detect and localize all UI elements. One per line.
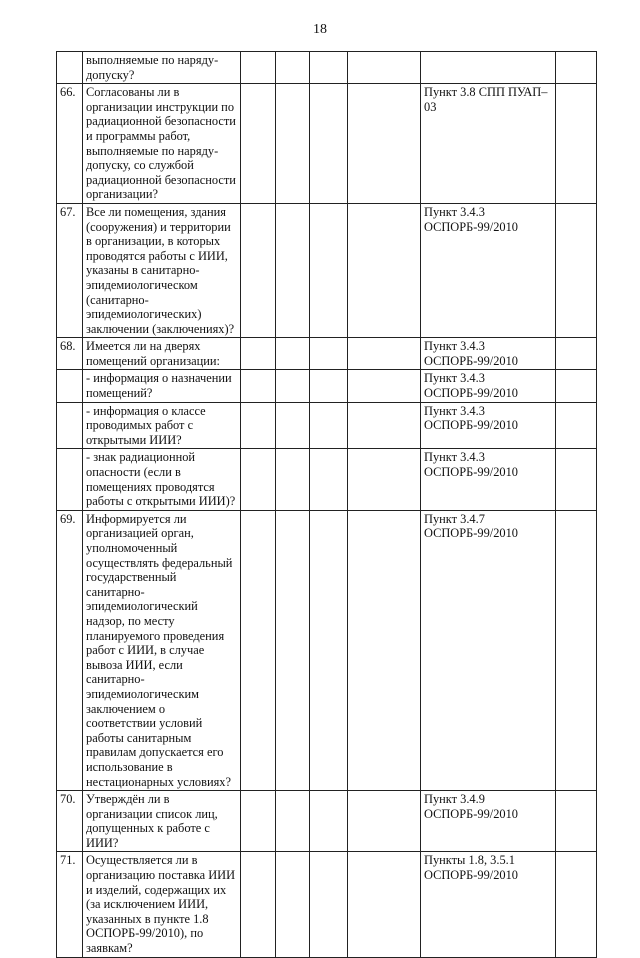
answer-no-cell [276,449,310,510]
item-number: 69. [57,510,83,790]
answer-yes-cell [241,52,276,84]
table-row [57,52,597,84]
reference-cell: Пункт 3.4.7 ОСПОРБ-99/2010 [421,510,556,790]
item-number: 66. [57,84,83,204]
note-cell [556,370,597,402]
table-row [57,402,597,449]
answer-na-cell [310,402,348,449]
answer-no-cell [276,402,310,449]
table-row [57,791,597,852]
item-number [57,449,83,510]
answer-yes-cell [241,791,276,852]
table-row [57,84,597,204]
note-cell [556,402,597,449]
reference-cell: Пункт 3.4.3 ОСПОРБ-99/2010 [421,203,556,337]
answer-no-cell [276,370,310,402]
reference-cell: Пункт 3.4.9 ОСПОРБ-99/2010 [421,791,556,852]
answer-no-cell [276,203,310,337]
reference-cell: Пункт 3.4.3 ОСПОРБ-99/2010 [421,338,556,370]
item-number: 70. [57,791,83,852]
reference-cell: Пункт 3.8 СПП ПУАП–03 [421,84,556,204]
answer-na-cell [310,449,348,510]
answer-empty-cell [348,84,421,204]
item-number [57,402,83,449]
answer-no-cell [276,52,310,84]
answer-na-cell [310,203,348,337]
answer-empty-cell [348,203,421,337]
answer-na-cell [310,84,348,204]
item-number [57,370,83,402]
table-row [57,370,597,402]
note-cell [556,52,597,84]
answer-no-cell [276,791,310,852]
answer-yes-cell [241,203,276,337]
answer-yes-cell [241,402,276,449]
note-cell [556,84,597,204]
answer-yes-cell [241,510,276,790]
question-text: Имеется ли на дверях помещений организации: [83,338,241,370]
note-cell [556,791,597,852]
reference-cell: Пункты 1.8, 3.5.1 ОСПОРБ-99/2010 [421,852,556,957]
table-row [57,338,597,370]
item-number: 67. [57,203,83,337]
reference-cell: Пункт 3.4.3 ОСПОРБ-99/2010 [421,402,556,449]
answer-na-cell [310,52,348,84]
question-text: Информируется ли организацией орган, уполномоченный осуществлять федеральный государственный санитарно-эпидемиологический надзор, по месту планируемого проведения работ с ИИИ, в случае вывоза ИИИ, если санитарно-эпидемиологическим заключением о соответствии условий работы санитарным правилам допускается его использование в нестационарных условиях? [83,510,241,790]
answer-empty-cell [348,370,421,402]
answer-empty-cell [348,510,421,790]
answer-na-cell [310,370,348,402]
page-number: 18 [313,22,327,37]
answer-empty-cell [348,338,421,370]
table-row [57,203,597,337]
note-cell [556,510,597,790]
reference-cell: Пункт 3.4.3 ОСПОРБ-99/2010 [421,449,556,510]
answer-empty-cell [348,791,421,852]
answer-empty-cell [348,52,421,84]
table-row [57,449,597,510]
answer-no-cell [276,338,310,370]
checklist-table [56,51,597,958]
item-number [57,52,83,84]
question-text: Осуществляется ли в организацию поставка ИИИ и изделий, содержащих их (за исключением ИИИ, указанных в пункте 1.8 ОСПОРБ-99/2010), по заявкам? [83,852,241,957]
answer-na-cell [310,338,348,370]
answer-empty-cell [348,449,421,510]
note-cell [556,449,597,510]
answer-empty-cell [348,402,421,449]
question-text: - знак радиационной опасности (если в помещениях проводятся работы с открытыми ИИИ)? [83,449,241,510]
answer-yes-cell [241,449,276,510]
item-number: 68. [57,338,83,370]
question-text: Согласованы ли в организации инструкции по радиационной безопасности и программы работ, выполняемые по наряду-допуску, со службой радиационной безопасности организации? [83,84,241,204]
answer-na-cell [310,791,348,852]
answer-no-cell [276,84,310,204]
question-text: - информация о классе проводимых работ с открытыми ИИИ? [83,402,241,449]
question-text: выполняемые по наряду-допуску? [83,52,241,84]
answer-yes-cell [241,84,276,204]
question-text: Утверждён ли в организации список лиц, допущенных к работе с ИИИ? [83,791,241,852]
answer-yes-cell [241,370,276,402]
reference-cell [421,52,556,84]
item-number: 71. [57,852,83,957]
table-row [57,510,597,790]
note-cell [556,203,597,337]
question-text: Все ли помещения, здания (сооружения) и территории в организации, в которых проводятся работы с ИИИ, указаны в санитарно-эпидемиологическом (санитарно-эпидемиологических) заключении (заключениях)? [83,203,241,337]
question-text: - информация о назначении помещений? [83,370,241,402]
note-cell [556,338,597,370]
answer-no-cell [276,510,310,790]
answer-na-cell [310,510,348,790]
answer-yes-cell [241,338,276,370]
reference-cell: Пункт 3.4.3 ОСПОРБ-99/2010 [421,370,556,402]
